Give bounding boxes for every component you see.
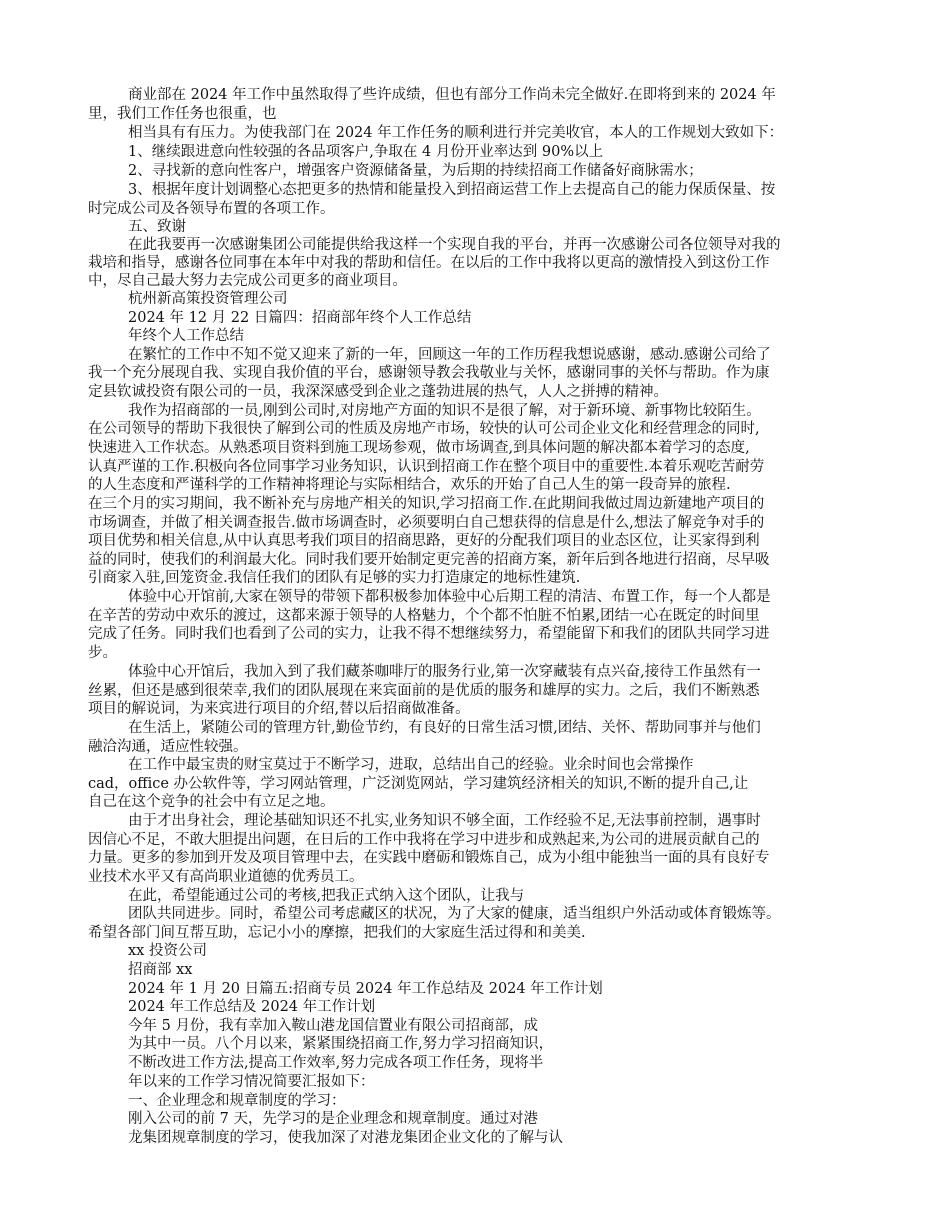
text-line: 益的同时，使我们的利润最大化。同时我们要开始制定更完善的招商方案，新年后到各地进行招商，尽早吸: [88, 552, 770, 568]
text-line: 在生活上，紧随公司的管理方针,勤俭节约，有良好的日常生活习惯,团结、关怀、帮助同事并与他们: [128, 720, 761, 736]
text-line: 自己在这个竞争的社会中有立足之地。: [88, 794, 335, 810]
text-line: 引商家入驻,回笼资金.我信任我们的团队有足够的实力打造康定的地标性建筑.: [88, 570, 581, 586]
text-line: 里，我们工作任务也很重，也: [88, 106, 277, 122]
text-line: 由于才出身社会，理论基础知识还不扎实,业务知识不够全面，工作经验不足,无法事前控制，遇事时: [128, 813, 761, 829]
section-title: 2024 年工作总结及 2024 年工作计划: [128, 999, 376, 1015]
text-line: 定县钦诚投资有限公司的一员，我深深感受到企业之蓬勃进展的热气，人人之拼搏的精神。: [88, 384, 668, 400]
text-line: 的人生态度和严谨科学的工作精神将理论与实际相结合，欢乐的开始了自己人生的第一段奇异的旅程.: [88, 477, 731, 493]
text-line: 在三个月的实习期间，我不断补充与房地产相关的知识,学习招商工作.在此期间我做过周边新建地产项目的: [88, 496, 765, 512]
text-line: 我作为招商部的一员,刚到公司时,对房地产方面的知识不是很了解，对于新环境、新事物比较陌生。: [128, 403, 761, 419]
text-line: 力量。更多的参加到开发及项目管理中去，在实践中磨砺和锻炼自己，成为小组中能独当一面的具有良好专: [88, 850, 770, 866]
text-line: 不断改进工作方法,提高工作效率,努力完成各项工作任务，现将半: [128, 1055, 544, 1071]
text-line: 在工作中最宝贵的财宝莫过于不断学习，进取，总结出自己的经验。业余时间也会常操作: [128, 757, 694, 773]
text-line: 龙集团规章制度的学习，使我加深了对港龙集团企业文化的了解与认: [128, 1130, 563, 1146]
company-name: 杭州新高策投资管理公司: [128, 291, 288, 307]
section-heading: 一、企业理念和规章制度的学习：: [128, 1093, 346, 1109]
text-line: 在此，希望能通过公司的考核,把我正式纳入这个团队，让我与: [128, 888, 525, 904]
text-line: 业技术水平又有高尚职业道德的优秀员工。: [88, 869, 364, 885]
text-line: 希望各部门间互帮互助，忘记小小的摩擦，把我们的大家庭生活过得和和美美.: [88, 925, 586, 941]
date-heading: 2024 年 1 月 20 日篇五:招商专员 2024 年工作总结及 2024 年工作计划: [128, 981, 603, 997]
text-line: 商业部在 2024 年工作中虽然取得了些许成绩，但也有部分工作尚未完全做好.在即将到来的 2024 年: [128, 87, 776, 103]
date-heading: 2024 年 12 月 22 日篇四：招商部年终个人工作总结: [128, 310, 472, 326]
section-title: 年终个人工作总结: [128, 328, 244, 344]
text-line: 融洽沟通，适应性较强。: [88, 739, 248, 755]
text-line: 快速进入工作状态。从熟悉项目资料到施工现场参观，做市场调查,到具体问题的解决都本着学习的态度,: [88, 440, 750, 456]
text-line: 市场调查，并做了相关调查报告.做市场调查时，必须要明白自己想获得的信息是什么,想法了解竞争对手的: [88, 515, 765, 531]
text-line: 栽培和指导，感谢各位同事在本年中对我的帮助和信任。在以后的工作中我将以更高的激情投入到这份工作: [88, 255, 770, 271]
text-line: 时完成公司及各领导布置的各项工作。: [88, 201, 335, 217]
text-line: 在辛苦的劳动中欢乐的渡过，这都来源于领导的人格魅力，个个都不怕脏不怕累,团结一心在既定的时间里: [88, 608, 760, 624]
text-line: 为其中一员。八个月以来，紧紧围绕招商工作,努力学习招商知识，: [128, 1036, 554, 1052]
text-line: 刚入公司的前 7 天，先学习的是企业理念和规章制度。通过对港: [128, 1111, 538, 1127]
text-line: 今年 5 月份，我有幸加入鞍山港龙国信置业有限公司招商部，成: [128, 1018, 538, 1034]
text-line: 相当具有有压力。为使我部门在 2024 年工作任务的顺利进行并完美收官，本人的工作规划大致如下：: [128, 125, 784, 141]
list-item: 2、寻找新的意向性客户，增强客户资源储备量，为后期的持续招商工作储备好商脉需水；: [128, 163, 703, 179]
text-line: 完成了任务。同时我们也看到了公司的实力，让我不得不想继续努力，希望能留下和我们的团队共同学习进: [88, 626, 770, 642]
text-line: 项目的解说词，为来宾进行项目的介绍,替以后招商做准备。: [88, 701, 470, 717]
text-line: 中，尽自己最大努力去完成公司更多的商业项目。: [88, 273, 407, 289]
text-line: 体验中心开馆后，我加入到了我们藏茶咖啡厅的服务行业,第一次穿藏装有点兴奋,接待工作虽然有一: [128, 664, 761, 680]
text-line: 团队共同进步。同时，希望公司考虑藏区的状况，为了大家的健康，适当组织户外活动或体育锻炼等。: [128, 906, 781, 922]
text-line: 认真严谨的工作.积极向各位同事学习业务知识，认识到招商工作在整个项目中的重要性.本着乐观吃苦耐劳: [88, 459, 765, 475]
company-name: xx 投资公司: [128, 943, 207, 959]
text-line: 在此我要再一次感谢集团公司能提供给我这样一个实现自我的平台，并再一次感谢公司各位领导对我的: [128, 237, 781, 253]
text-line: cad，office 办公软件等，学习网站管理，广泛浏览网站，学习建筑经济相关的知识,不断的提升自己,让: [88, 776, 749, 792]
section-heading: 五、致谢: [128, 219, 186, 235]
text-line: 步。: [88, 645, 117, 661]
text-line: 项目优势和相关信息,从中认真思考我们项目的招商思路，更好的分配我们项目的业态区位，让买家得到利: [88, 533, 760, 549]
text-line: 丝累，但还是感到很荣幸,我们的团队展现在来宾面前的是优质的服务和雄厚的实力。之后，我们不断熟悉: [88, 683, 760, 699]
list-item: 1、继续跟进意向性较强的各品项客户,争取在 4 月份开业率达到 90%以上: [128, 144, 604, 160]
text-line: 在繁忙的工作中不知不觉又迎来了新的一年，回顾这一年的工作历程我想说感谢，感动.感谢公司给了: [128, 347, 771, 363]
list-item: 3、根据年度计划调整心态把更多的热情和能量投入到招商运营工作上去提高自己的能力保质保量、按: [128, 182, 776, 198]
text-line: 体验中心开馆前,大家在领导的带领下都积极参加体验中心后期工程的清洁、布置工作，每一个人都是: [128, 589, 771, 605]
text-line: 我一个充分展现自我、实现自我价值的平台，感谢领导教会我敬业与关怀，感谢同事的关怀与帮助。作为康: [88, 365, 770, 381]
text-line: 因信心不足，不敢大胆提出问题，在日后的工作中我将在学习中进步和成熟起来,为公司的进展贡献自己的: [88, 832, 760, 848]
department-name: 招商部 xx: [128, 962, 193, 978]
text-line: 在公司领导的帮助下我很快了解到公司的性质及房地产市场，较快的认可公司企业文化和经营理念的同时,: [88, 421, 760, 437]
text-line: 年以来的工作学习情况简要汇报如下：: [128, 1074, 375, 1090]
